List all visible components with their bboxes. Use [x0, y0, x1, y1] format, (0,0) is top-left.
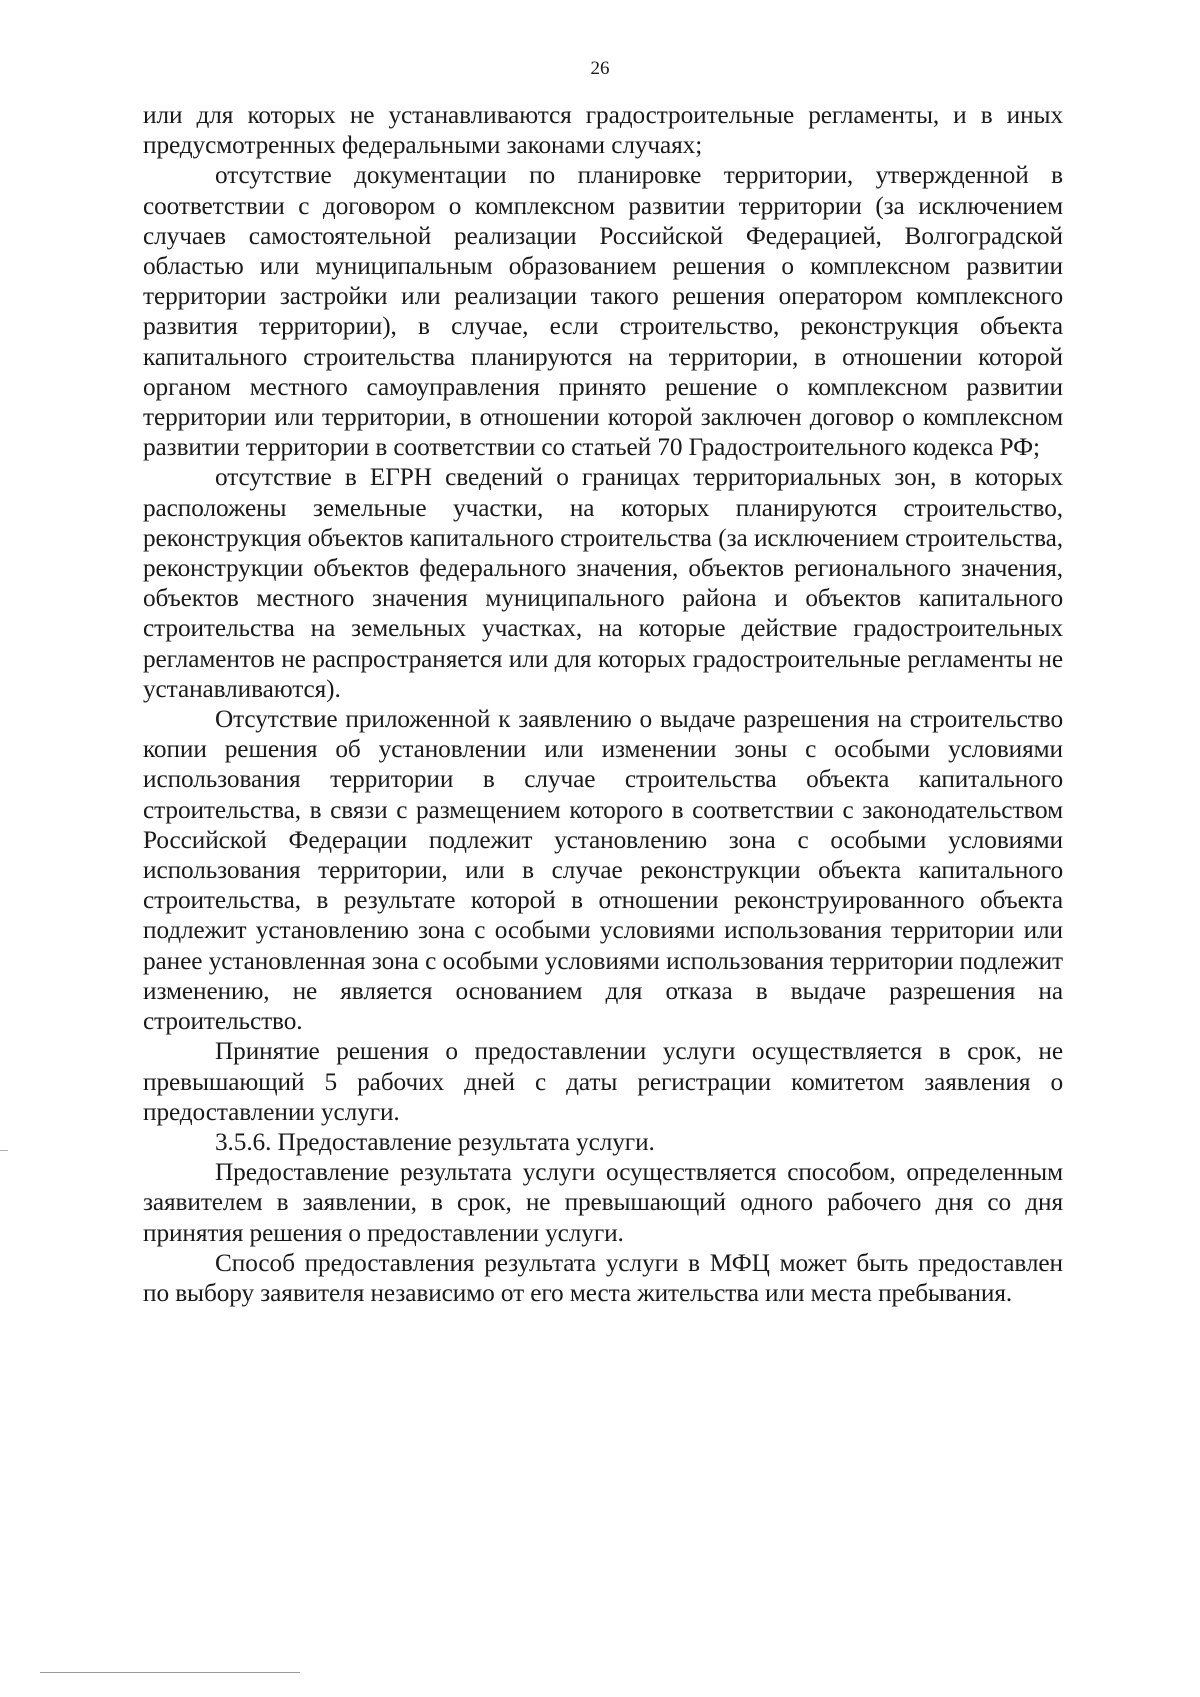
paragraph-mfc: Способ предоставления результата услуги в МФЦ может быть предоставлен по выбору заявителя независимо от его места жительства или места пребывания. [143, 1248, 1063, 1307]
scan-artifact-tick [0, 1150, 8, 1151]
paragraph-continuation: или для которых не устанавливаются градостроительные регламенты, и в иных предусмотренных федеральными законами случаях; [143, 101, 1063, 160]
document-body [143, 100, 1063, 1308]
paragraph-planning-documentation: отсутствие документации по планировке территории, утвержденной в соответствии с договором о комплексном развитии территории (за исключением случаев самостоятельной реализации Российской Федерацией, Волгоградской областью или муниципальным образованием решения о комплексном развитии территории застройки или реализации такого решения оператором комплексного развития территории), в случае, если строительство, реконструкция объекта капитального строительства планируются на территории, в отношении которой органом местного самоуправления принято решение о комплексном развитии территории или территории, в отношении которой заключен договор о комплексном развитии территории в соответствии со статьей 70 Градостроительного кодекса РФ; [143, 161, 1063, 462]
paragraph-result-provision: Предоставление результата услуги осуществляется способом, определенным заявителем в заявлении, в срок, не превышающий одного рабочего дня со дня принятия решения о предоставлении услуги. [143, 1158, 1063, 1247]
page-number: 26 [590, 58, 610, 79]
paragraph-special-zone: Отсутствие приложенной к заявлению о выдаче разрешения на строительство копии решения об установлении или изменении зоны с особыми условиями использования территории в случае строительства объекта капитального строительства, в связи с размещением которого в соответствии с законодательством Российской Федерации подлежит установлению зона с особыми условиями использования территории, или в случае реконструкции объекта капитального строительства, в результате которой в отношении реконструированного объекта подлежит установлению зона с особыми условиями использования территории или ранее установленная зона с особыми условиями использования территории подлежит изменению, не является основанием для отказа в выдаче разрешения на строительство. [143, 705, 1063, 1036]
paragraph-decision-term: Принятие решения о предоставлении услуги осуществляется в срок, не превышающий 5 рабочих дней с даты регистрации комитетом заявления о предоставлении услуги. [143, 1037, 1063, 1126]
section-heading-3-5-6: 3.5.6. Предоставление результата услуги. [215, 1127, 655, 1156]
paragraph-egrn-zones: отсутствие в ЕГРН сведений о границах территориальных зон, в которых расположены земельные участки, на которых планируются строительство, реконструкция объектов капитального строительства (за исключением строительства, реконструкции объектов федерального значения, объектов регионального значения, объектов местного значения муниципального района и объектов капитального строительства на земельных участках, на которые действие градостроительных регламентов не распространяется или для которых градостроительные регламенты не устанавливаются). [143, 463, 1063, 703]
scan-artifact-line [40, 1672, 300, 1673]
